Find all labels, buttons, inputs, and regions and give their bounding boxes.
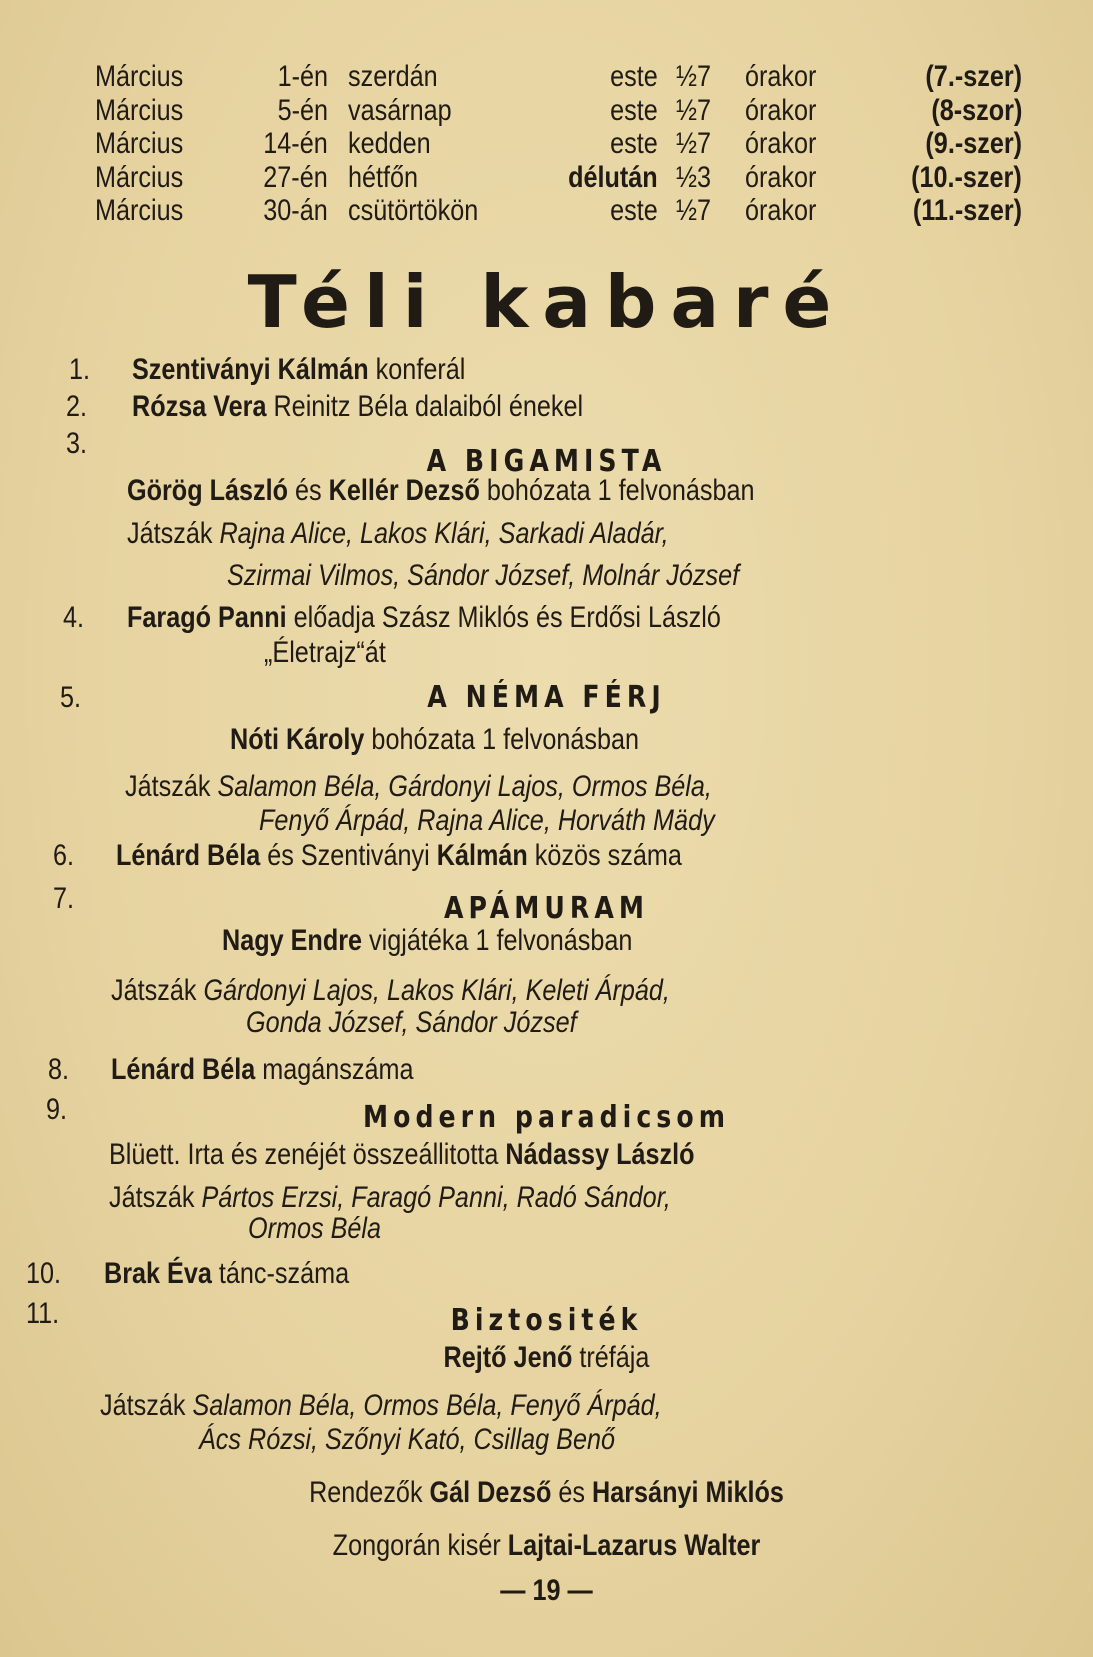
item-number: 8. [48,1053,70,1086]
program-line [259,804,715,838]
schedule-cell: ½7 [676,194,712,228]
text-run: Nagy Endre [222,924,363,957]
play-title: APÁMURAM [443,891,650,926]
play-title: Biztositék [450,1303,643,1338]
schedule-cell: 27-én [263,160,328,194]
program-line [100,1389,662,1423]
text-run: Nóti Károly [230,723,365,756]
program-line [127,474,755,508]
text-run: közös száma [527,839,682,872]
schedule-cell: (7.-szer) [925,60,1022,93]
schedule-cell: ½7 [676,93,712,127]
program-line [248,1212,381,1246]
schedule-cell: 1-én [277,60,328,93]
schedule-cell: (8-szor) [930,93,1022,127]
program-line [109,1181,671,1215]
text-run: Játszák [109,1181,202,1214]
item-number: 6. [53,839,75,872]
item-number: 11. [26,1297,60,1330]
text-run: Rendezők [309,1476,430,1509]
program-line [87,1304,1005,1338]
text-run: Szentiványi Kálmán [132,353,369,386]
program-line [116,839,682,873]
schedule-cell: ½3 [676,160,712,194]
program-line [111,1053,414,1087]
text-run: Szirmai Vilmos, Sándor József, Molnár József [227,559,740,592]
text-run: Gárdonyi Lajos, Lakos Klári, Keleti Árpád, [203,974,670,1007]
item-number: 2. [66,390,88,423]
schedule-cell: órakor [745,93,817,127]
program-line [87,1101,1005,1135]
schedule-cell: (10.-szer) [911,160,1022,194]
text-run: Salamon Béla, Gárdonyi Lajos, Ormos Béla, [217,770,712,803]
schedule-cell: este [610,93,658,127]
schedule-cell: Március [95,93,184,127]
text-run: előadja Szász Miklós és Erdősi László [286,601,721,634]
item-number: 4. [63,601,85,634]
program-line [132,353,465,387]
schedule-cell: 30-án [263,194,328,228]
text-run: Nádassy László [505,1138,695,1171]
text-run: tánc-száma [211,1257,350,1290]
program-line [125,770,712,804]
text-run: és [551,1476,593,1509]
text-run: Ács Rózsi, Szőnyi Kató, Csillag Benő [199,1423,615,1456]
schedule-cell: Március [95,60,184,93]
program-line [87,681,1005,715]
text-run: Rajna Alice, Lakos Klári, Sarkadi Aladár, [219,517,669,550]
text-run: vigjátéka 1 felvonásban [362,924,633,957]
program-line [264,636,386,670]
schedule-cell: hétfőn [348,160,419,194]
schedule-cell: este [610,194,658,228]
item-number: 3. [66,427,88,460]
program-line [127,517,669,551]
schedule-cell: 5-én [277,93,328,127]
text-run: Lajtai-Lazarus Walter [507,1529,761,1562]
text-run: és Szentiványi [260,839,437,872]
text-run: Ormos Béla [248,1212,382,1245]
item-number: 9. [46,1093,68,1126]
text-run: Blüett. Irta és zenéjét összeállitotta [109,1138,506,1171]
item-number: 5. [60,681,82,714]
schedule-cell: (11.-szer) [912,194,1022,228]
schedule-cell: Március [95,194,184,228]
text-run: Kálmán [436,839,528,872]
schedule-cell: (9.-szer) [925,127,1022,161]
play-title: Modern paradicsom [362,1100,731,1135]
text-run: Salamon Béla, Ormos Béla, Fenyő Árpád, [192,1389,662,1422]
text-run: Játszák [127,517,220,550]
text-run: bohózata 1 felvonásban [364,723,640,756]
credit-line [87,1476,1005,1510]
schedule-cell: délután [568,160,658,194]
schedule-cell: órakor [745,127,817,161]
item-number: 10. [26,1257,62,1290]
text-run: Fenyő Árpád, Rajna Alice, Horváth Mädy [259,804,715,837]
text-run: tréfája [572,1341,650,1374]
text-run: Rózsa Vera [132,390,267,423]
schedule-cell: órakor [745,60,817,93]
schedule-cell: ½7 [676,127,712,161]
text-run: Játszák [111,974,204,1007]
text-run: konferál [368,353,466,386]
text-run: Lénárd Béla [111,1053,256,1086]
text-run: Pártos Erzsi, Faragó Panni, Radó Sándor, [201,1181,671,1214]
text-run: magánszáma [255,1053,414,1086]
text-run: Faragó Panni [127,601,287,634]
item-number: 1. [69,353,91,386]
text-run: Gonda József, Sándor József [246,1006,577,1039]
program-line [87,892,1005,926]
text-run: bohózata 1 felvonásban [479,474,755,507]
schedule-cell: este [610,60,658,93]
text-run: Gál Dezső [429,1476,552,1509]
program-line [104,1257,349,1291]
program-line [222,924,632,958]
text-run: Brak Éva [104,1257,212,1290]
program-line [109,1138,695,1172]
schedule-cell: vasárnap [348,93,452,127]
program-line [87,1341,1005,1375]
text-run: Zongorán kisér [332,1529,508,1562]
schedule-cell: szerdán [348,60,438,93]
play-title: A BIGAMISTA [426,444,667,479]
text-run: Harsányi Miklós [592,1476,784,1509]
text-run: Játszák [100,1389,193,1422]
text-run: Rejtő Jenő [443,1341,573,1374]
text-run: „Életrajz“át [264,636,386,669]
schedule-cell: órakor [745,160,817,194]
play-title: A NÉMA FÉRJ [427,680,666,715]
schedule-cell: kedden [348,127,431,161]
schedule-cell: ½7 [676,60,712,93]
schedule-cell: órakor [745,194,817,228]
program-line [127,601,721,635]
page-title: Téli kabaré [247,260,846,344]
text-run: Görög László [127,474,289,507]
program-line [111,974,670,1008]
schedule-cell: 14-én [263,127,328,161]
schedule-cell: Március [95,127,184,161]
program-line [132,390,583,424]
text-run: Kellér Dezső [328,474,480,507]
page-number: — 19 — [500,1574,593,1607]
program-line [199,1423,615,1457]
program-line [230,723,639,757]
schedule-cell: este [610,127,658,161]
text-run: Lénárd Béla [116,839,261,872]
text-run: Játszák [125,770,218,803]
program-line [246,1006,577,1040]
item-number: 7. [53,882,75,915]
schedule-cell: csütörtökön [348,194,479,228]
program-line [227,559,739,593]
schedule-cell: Március [95,160,184,194]
credit-line [87,1529,1005,1563]
text-run: és [288,474,329,507]
text-run: Reinitz Béla dalaiból énekel [266,390,584,423]
